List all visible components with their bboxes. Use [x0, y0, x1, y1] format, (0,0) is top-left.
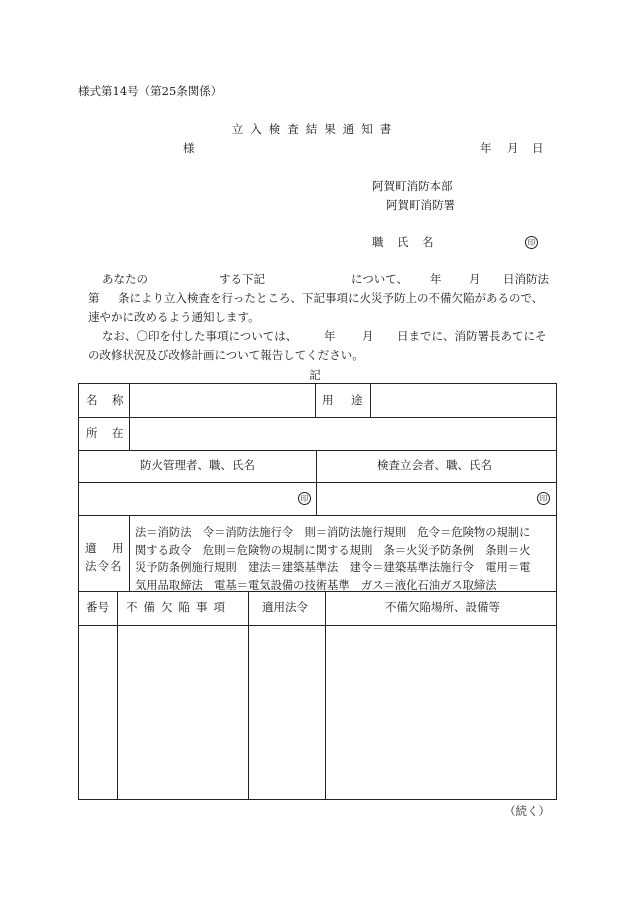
body-p2-frag1: なお、〇印を付した事項については、 [102, 329, 298, 343]
body-p1-frag1: あなたの [102, 272, 148, 286]
issuer-station: 阿賀町消防署 [386, 198, 455, 212]
body-p1-year: 年 [430, 272, 442, 286]
body-p1-frag3: について、 [351, 272, 409, 286]
date-day: 日 [532, 141, 544, 155]
ki-heading: 記 [309, 368, 321, 382]
body-p2-year: 年 [324, 329, 336, 343]
body-p2-l2: の改修状況及び改修計画について報告してください。 [88, 348, 364, 362]
form-number: 様式第14号（第25条関係） [78, 84, 223, 98]
use-label-1: 用 [322, 393, 334, 407]
witness-input-cell[interactable] [317, 483, 555, 514]
issuer-seal-mark: 印 [525, 236, 538, 249]
use-input-cell[interactable] [371, 384, 555, 416]
fire-manager-input-cell[interactable] [79, 483, 315, 514]
body-p1-l3: 速やかに改めるよう通知します。 [88, 310, 260, 324]
col-number: 番号 [86, 600, 109, 614]
laws-line-4: 気用品取締法 電基＝電気設備の技術基準 ガス＝液化石油ガス取締法 [135, 578, 497, 592]
name-label-1: 名 [86, 393, 98, 407]
date-year: 年 [480, 141, 492, 155]
location-label-2: 在 [112, 426, 124, 440]
issuer-headquarters: 阿賀町消防本部 [372, 179, 453, 193]
continued-note: （続く） [504, 804, 550, 818]
laws-line-2: 関する政令 危則＝危険物の規制に関する規則 条＝火災予防条例 条則＝火 [135, 543, 531, 557]
col-law: 適用法令 [262, 600, 308, 614]
body-p2-month: 月 [362, 329, 374, 343]
location-label-1: 所 [86, 426, 98, 440]
issuer-name-label-1: 職 [372, 235, 384, 249]
document-title: 立入検査結果通知書 [231, 122, 399, 136]
body-p1-frag2: する下記 [219, 272, 265, 286]
laws-line-1: 法＝消防法 令＝消防法施行令 則＝消防法施行規則 危令＝危険物の規制に [135, 526, 531, 539]
col-defect: 不備欠陥事項 [126, 600, 231, 614]
witness-seal: 印 [537, 492, 550, 505]
defect-input-cell[interactable] [118, 626, 247, 798]
body-p2-frag2: 日までに、消防署長あてにそ [397, 329, 547, 343]
name-input-cell[interactable] [130, 384, 314, 416]
fire-manager-seal: 印 [298, 492, 311, 505]
body-p1-l2b: 条により立入検査を行ったところ、下記事項に火災予防上の不備欠陥があるので、 [118, 291, 544, 305]
body-p1-day-law: 日消防法 [503, 272, 549, 286]
witness-label: 検査立会者、職、氏名 [377, 458, 492, 472]
addressee-suffix: 様 [183, 141, 195, 155]
use-label-2: 途 [351, 393, 363, 407]
laws-line-3: 災予防条例施行規則 建法＝建築基準法 建令＝建築基準法施行令 電用＝電 [135, 561, 531, 574]
issuer-name-label-2: 氏 [397, 235, 409, 249]
laws-label-3: 法令名 [85, 559, 123, 573]
number-input-cell[interactable] [79, 626, 116, 798]
fire-manager-label: 防火管理者、職、氏名 [140, 458, 255, 472]
date-month: 月 [507, 141, 519, 155]
issuer-name-label-3: 名 [422, 235, 434, 249]
body-p1-month: 月 [469, 272, 481, 286]
location-detail-input-cell[interactable] [326, 626, 555, 798]
laws-label-2: 用 [112, 541, 124, 555]
laws-abbrev-list [135, 524, 530, 594]
col-location: 不備欠陥場所、設備等 [385, 600, 500, 614]
name-label-2: 称 [112, 393, 124, 407]
laws-label-1: 適 [85, 541, 97, 555]
body-p1-l2a: 第 [88, 291, 100, 305]
location-input-cell[interactable] [130, 418, 555, 449]
law-input-cell[interactable] [249, 626, 324, 798]
